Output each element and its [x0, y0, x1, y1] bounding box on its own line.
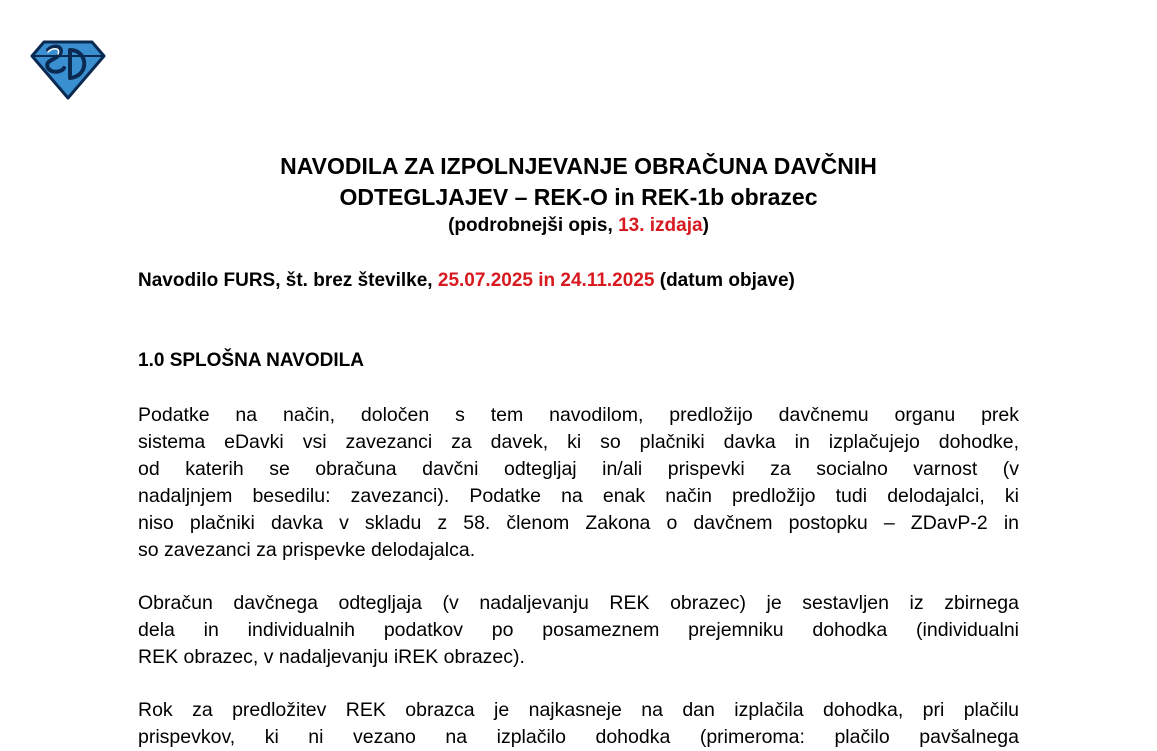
reference-line: [138, 268, 795, 294]
paragraph-line: sistema eDavki vsi zavezanci za davek, ki so plačniki davka in izplačujejo dohodke,: [138, 431, 1019, 453]
paragraph-line: dela in individualnih podatkov po posameznem prejemniku dohodka (individualni: [138, 619, 1019, 641]
publication-dates: 25.07.2025 in 24.11.2025: [437, 270, 655, 291]
document-subtitle: [0, 214, 1157, 238]
paragraph-line: Obračun davčnega odtegljaja (v nadaljevanju REK obrazec) je sestavljen iz zbirnega: [138, 592, 1019, 614]
paragraph-rek-structure: [138, 590, 1019, 671]
paragraph-line: Rok za predložitev REK obrazca je najkasneje na dan izplačila dohodka, pri plačilu: [138, 699, 1019, 721]
section-heading: 1.0 SPLOŠNA NAVODILA: [138, 350, 364, 371]
reference-prefix: Navodilo FURS, št. brez številke,: [138, 270, 438, 291]
subtitle-prefix: (podrobnejši opis,: [448, 215, 619, 236]
paragraph-line: nadaljnjem besedilu: zavezanci). Podatke na enak način predložijo tudi delodajalci, ki: [138, 485, 1019, 507]
paragraph-line: niso plačniki davka v skladu z 58. členom Zakona o davčnem postopku – ZDavP-2 in: [138, 512, 1019, 534]
paragraph-line: prispevkov, ki ni vezano na izplačilo dohodka (primeroma: plačilo pavšalnega: [138, 726, 1019, 748]
subtitle-suffix: ): [702, 215, 709, 236]
edition-number: 13. izdaja: [618, 215, 703, 236]
document-title-line-2: ODTEGLJAJEV – REK-O in REK-1b obrazec: [339, 184, 818, 210]
paragraph-line: od katerih se obračuna davčni odtegljaj in/ali prispevki za socialno varnost (v: [138, 458, 1019, 480]
paragraph-line: Podatke na način, določen s tem navodilom, predložijo davčnemu organu prek: [138, 404, 1019, 426]
paragraph-general-instructions: [138, 402, 1019, 564]
document-title-line-1: NAVODILA ZA IZPOLNJEVANJE OBRAČUNA DAVČNIH: [280, 153, 877, 179]
reference-suffix: (datum objave): [654, 270, 795, 291]
paragraph-line: REK obrazec, v nadaljevanju iREK obrazec).: [138, 646, 525, 668]
paragraph-line: so zavezanci za prispevke delodajalca.: [138, 539, 476, 561]
shield-diamond-logo-icon: [30, 40, 106, 100]
